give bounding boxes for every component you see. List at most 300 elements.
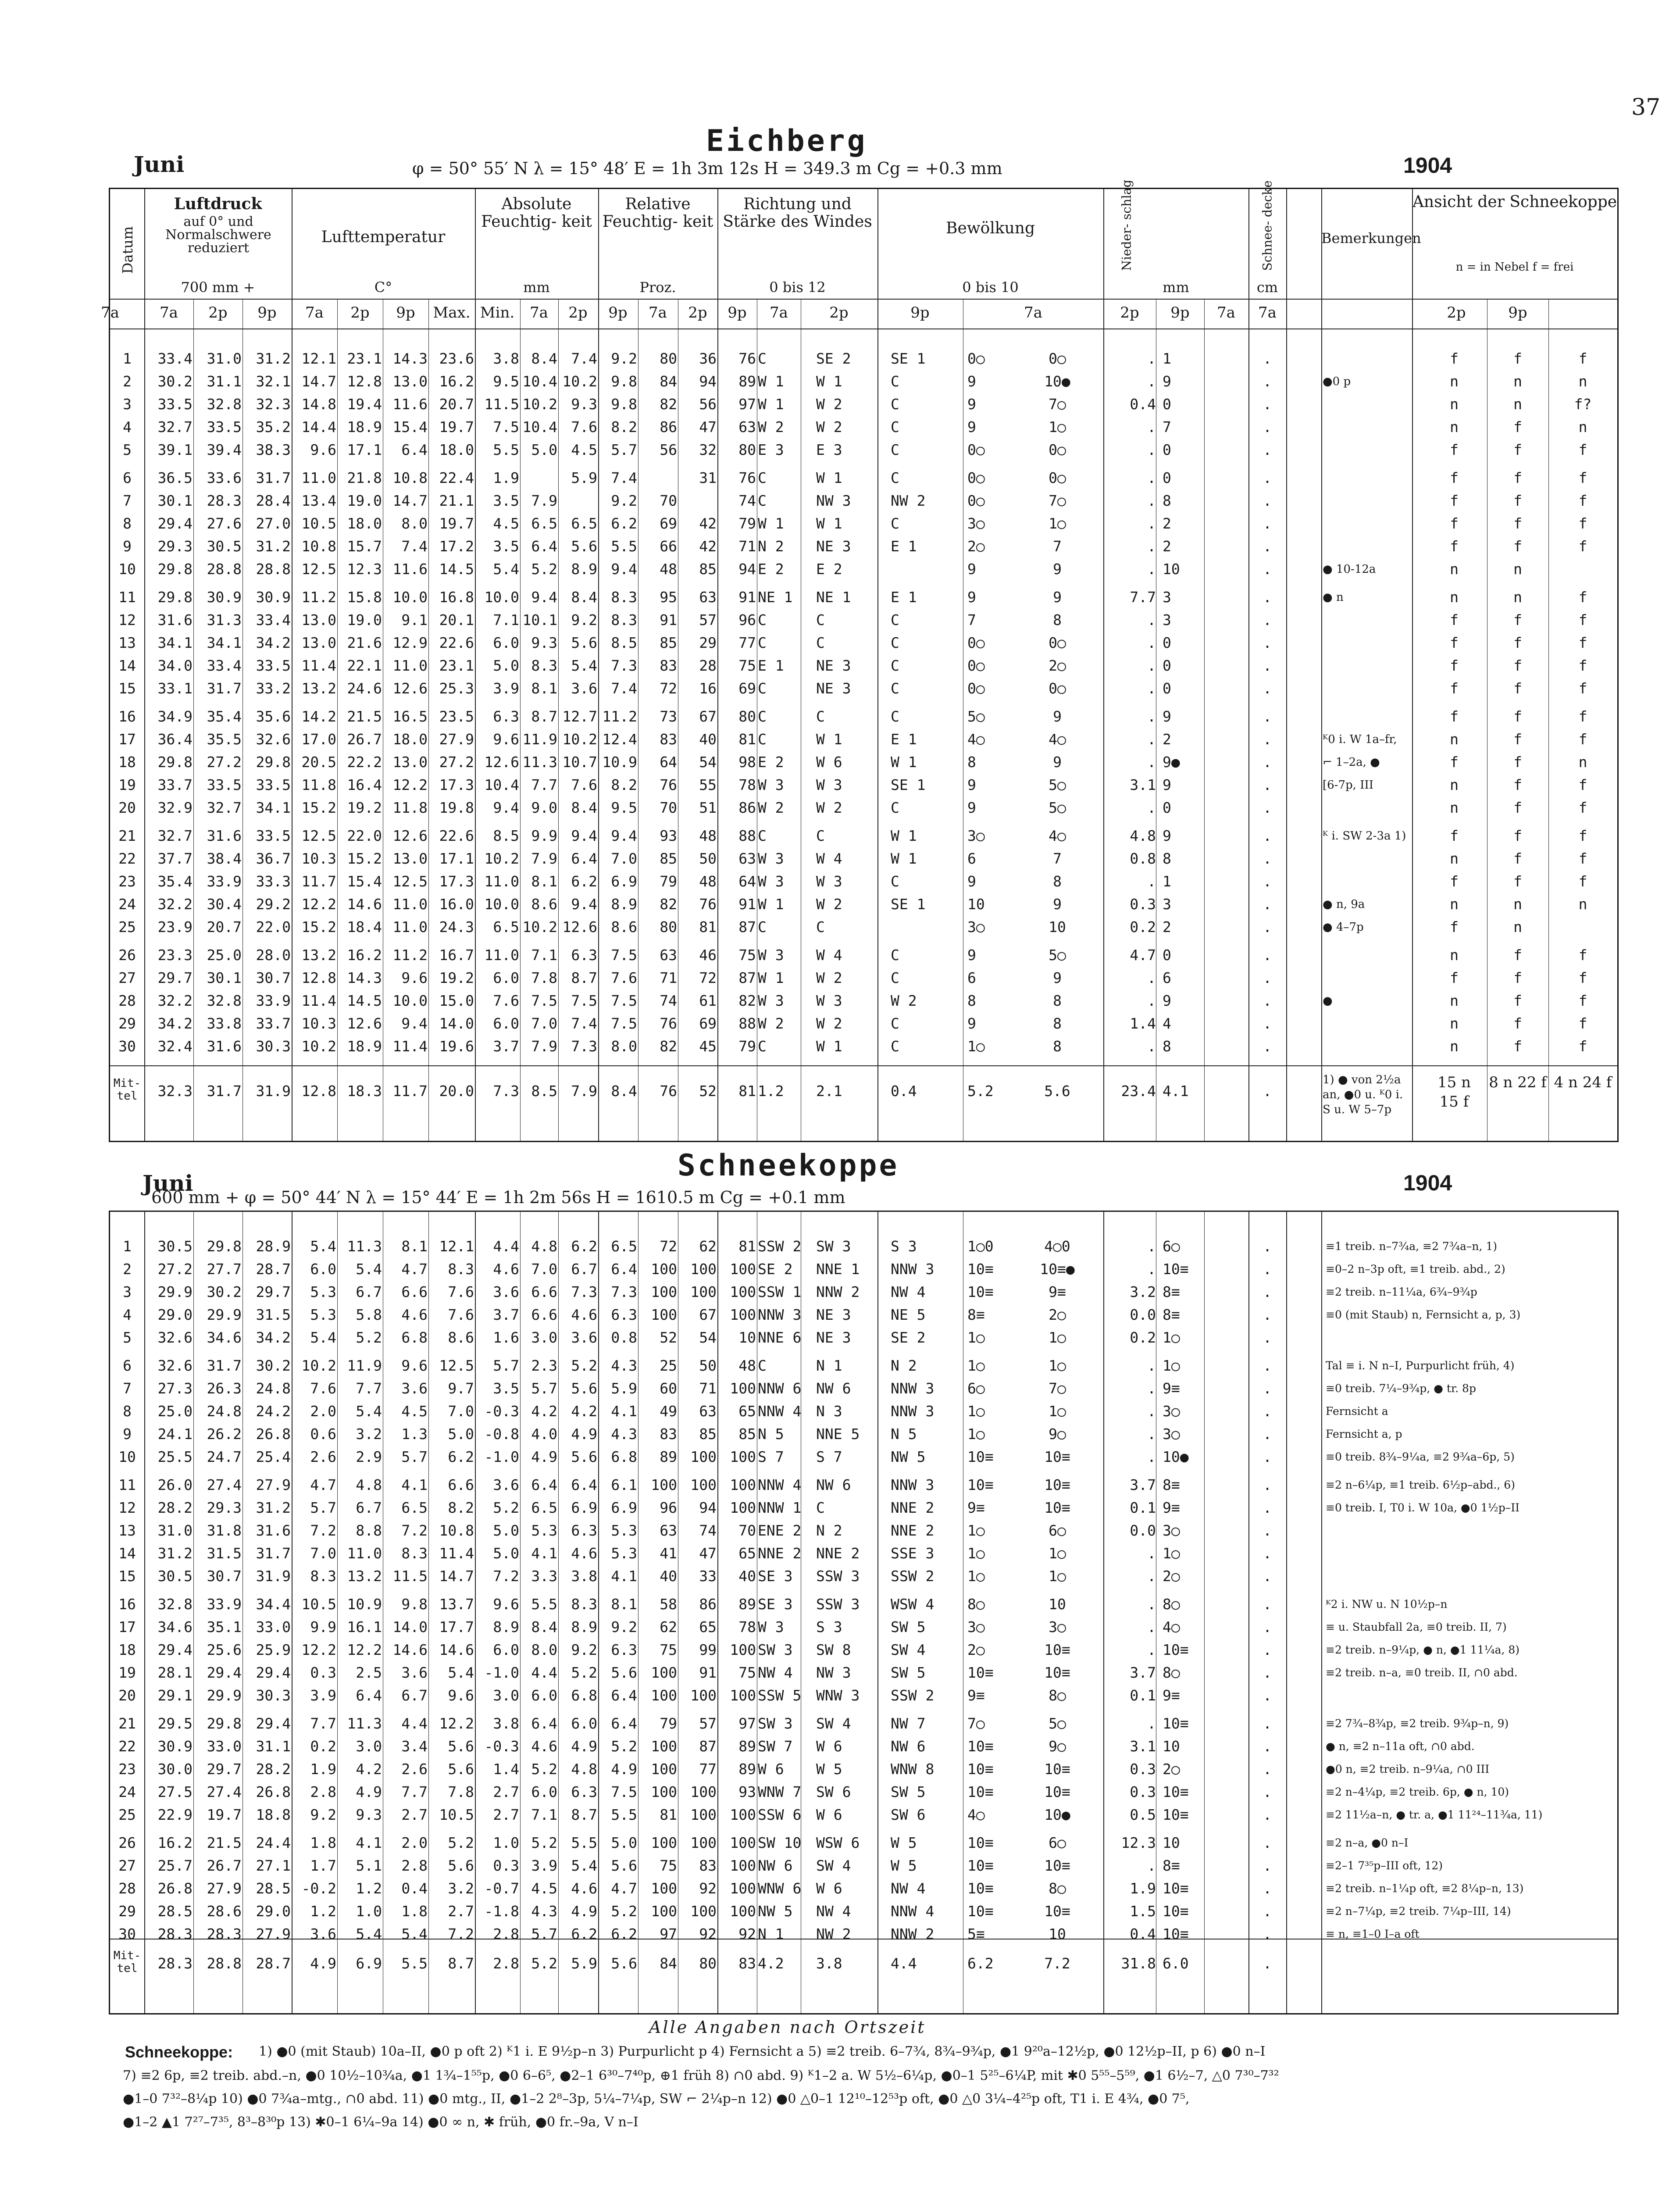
mittel-cell: 28.3 (157, 1955, 193, 1972)
mittel-cell: 4 n 24 f (1554, 1074, 1612, 1091)
data-cell: 100 (690, 1783, 717, 1800)
column-rule (1321, 1211, 1322, 2013)
data-cell: 23.5 (439, 708, 474, 725)
data-cell: . (1147, 469, 1156, 486)
data-cell: 12.7 (562, 708, 597, 725)
data-cell: W 3 (758, 776, 784, 793)
data-cell: . (1263, 1476, 1272, 1493)
data-cell: 33.0 (256, 1618, 291, 1636)
data-cell: N 2 (891, 1357, 917, 1374)
data-cell: 10 (1163, 561, 1180, 578)
data-cell: 17.3 (439, 873, 474, 890)
data-cell: 9.6 (448, 1687, 474, 1704)
data-cell: 40 (699, 731, 717, 748)
data-cell: 21.1 (439, 492, 474, 509)
data-cell: SE 3 (758, 1596, 793, 1613)
data-cell: 5.6 (571, 634, 597, 651)
data-cell: 3.7 (493, 1038, 519, 1055)
data-cell: 25.9 (256, 1641, 291, 1658)
data-cell: 79 (738, 515, 756, 532)
subhead-cell: 2p (350, 304, 370, 321)
data-cell: 33.3 (256, 873, 291, 890)
data-cell: 8≡ (1163, 1857, 1180, 1874)
data-cell: 6.0 (310, 1261, 336, 1278)
data-cell: 8.8 (356, 1522, 382, 1539)
data-cell: 6.4 (531, 1476, 557, 1493)
data-cell: 6.2 (611, 515, 637, 532)
data-cell: 5.2 (531, 561, 557, 578)
data-cell: NW 4 (758, 1664, 793, 1681)
data-cell: ᴷ2 i. NW u. N 10½p–n (1326, 1598, 1448, 1611)
time-note: Alle Angaben nach Ortszeit (649, 2018, 926, 2037)
mittel-cell: 15 n 15 f (1437, 1074, 1471, 1111)
data-cell: f (1578, 969, 1587, 986)
column-rule (520, 1211, 521, 2013)
data-cell: n (1450, 946, 1459, 964)
data-cell: 0○ (967, 634, 985, 651)
data-cell: 1○0 (967, 1238, 994, 1255)
data-cell: 10.0 (484, 896, 519, 913)
data-cell: 27.4 (207, 1783, 242, 1800)
data-cell: 8.9 (571, 561, 597, 578)
data-cell: 5.3 (310, 1306, 336, 1323)
data-cell: 8.1 (531, 873, 557, 890)
data-cell: 74 (738, 492, 756, 509)
data-cell: 89 (738, 373, 756, 390)
data-cell: 6.0 (531, 1783, 557, 1800)
data-cell: . (1147, 708, 1156, 725)
data-cell: 8 (967, 754, 976, 771)
data-cell: 80 (660, 350, 677, 367)
data-cell: 6.3 (493, 708, 519, 725)
data-cell: 27.0 (256, 515, 291, 532)
data-cell: 11.4 (301, 992, 336, 1009)
data-cell: 33.5 (256, 827, 291, 844)
data-cell: 36.7 (256, 850, 291, 867)
day-number: 29 (118, 1903, 136, 1920)
data-cell: f (1513, 611, 1522, 629)
data-cell: C (891, 418, 899, 436)
data-cell: 30.3 (256, 1687, 291, 1704)
mittel-cell: 5.5 (401, 1955, 428, 1972)
data-cell: 31.7 (256, 1545, 291, 1562)
data-cell: W 3 (758, 946, 784, 964)
data-cell: . (1263, 1664, 1272, 1681)
data-cell: SW 5 (891, 1664, 926, 1681)
data-cell: . (1263, 1038, 1272, 1055)
mittel-label: Mit-tel (113, 1077, 141, 1103)
data-cell: E 1 (891, 538, 917, 555)
data-cell: 18.4 (347, 918, 382, 936)
abs-humidity-header: Absolute Feuchtig- keit (481, 195, 592, 231)
data-cell: 4.2 (531, 1403, 557, 1420)
data-cell: 6.0 (493, 1641, 519, 1658)
data-cell: 100 (730, 1261, 756, 1278)
data-cell: . (1147, 992, 1156, 1009)
data-cell: 10≡ (1163, 1925, 1189, 1943)
data-cell: 7.4 (571, 1015, 597, 1032)
data-cell: 7.3 (571, 1283, 597, 1300)
data-cell: n (1578, 418, 1587, 436)
column-rule (520, 299, 521, 1141)
data-cell: 12.8 (347, 373, 382, 390)
data-cell: 0 (1163, 441, 1171, 458)
data-cell: 65 (738, 1545, 756, 1562)
subhead-cell: 7a (1217, 304, 1235, 321)
data-cell: 7 (1053, 538, 1062, 555)
day-number: 22 (118, 1738, 136, 1755)
column-rule (428, 299, 429, 1141)
data-cell: 4.1 (531, 1545, 557, 1562)
data-cell: 10.4 (522, 418, 557, 436)
data-cell: 1.8 (310, 1834, 336, 1851)
data-cell: 25.4 (256, 1448, 291, 1465)
data-cell: 5.2 (571, 1664, 597, 1681)
data-cell: 29.3 (157, 538, 193, 555)
subhead-cell: 7a (160, 304, 178, 321)
data-cell: W 2 (816, 896, 842, 913)
data-cell: 30.9 (256, 589, 291, 606)
data-cell: 32.8 (157, 1596, 193, 1613)
data-cell: . (1263, 1783, 1272, 1800)
data-cell: 13.0 (392, 373, 428, 390)
data-cell: 78 (738, 1618, 756, 1636)
data-cell: 11.2 (602, 708, 637, 725)
data-cell: 27.4 (207, 1476, 242, 1493)
data-cell: 67 (699, 708, 717, 725)
data-cell: 32.6 (157, 1357, 193, 1374)
data-cell: 75 (660, 1857, 677, 1874)
data-cell: f (1450, 441, 1459, 458)
data-cell: 12.4 (602, 731, 637, 748)
data-cell: 21.5 (207, 1834, 242, 1851)
data-cell: n (1450, 850, 1459, 867)
data-cell: 1.6 (493, 1329, 519, 1346)
day-number: 25 (118, 918, 136, 936)
data-cell: 11.0 (347, 1545, 382, 1562)
data-cell: 6.1 (611, 1476, 637, 1493)
data-cell: C (816, 634, 825, 651)
data-cell: 82 (660, 396, 677, 413)
data-cell: W 6 (816, 1738, 842, 1755)
data-cell: 76 (738, 350, 756, 367)
data-cell: 5.8 (356, 1306, 382, 1323)
data-cell: E 3 (816, 441, 842, 458)
data-cell: 100 (730, 1880, 756, 1897)
data-cell: 12.6 (392, 680, 428, 697)
data-cell: 0○ (1049, 469, 1066, 486)
data-cell: 7.0 (611, 850, 637, 867)
data-cell: 64 (738, 873, 756, 890)
subhead-cell: 9p (396, 304, 415, 321)
data-cell: N 1 (816, 1357, 842, 1374)
data-cell: 13.2 (301, 946, 336, 964)
data-cell: 36 (699, 350, 717, 367)
data-cell: 85 (699, 1425, 717, 1443)
data-cell: 51 (699, 799, 717, 816)
data-cell: . (1263, 350, 1272, 367)
data-cell: 0.8 (1130, 850, 1156, 867)
day-number: 26 (118, 1834, 136, 1851)
data-cell: 8≡ (1163, 1306, 1180, 1323)
data-cell: f (1513, 441, 1522, 458)
data-cell: 46 (699, 946, 717, 964)
data-cell: 8.9 (571, 1618, 597, 1636)
day-number: 10 (118, 561, 136, 578)
data-cell: f (1513, 731, 1522, 748)
data-cell: 5.4 (448, 1664, 474, 1681)
data-cell: Fernsicht a (1326, 1405, 1388, 1418)
data-cell: 6.0 (493, 1015, 519, 1032)
data-cell: 9.2 (310, 1806, 336, 1823)
data-cell: C (816, 611, 825, 629)
mittel-cell: 32.3 (157, 1082, 193, 1100)
data-cell: 72 (660, 1238, 677, 1255)
data-cell: Tal ≡ i. N n–I, Purpurlicht früh, 4) (1326, 1359, 1515, 1372)
data-cell: 30.2 (207, 1283, 242, 1300)
day-number: 21 (118, 827, 136, 844)
data-cell: 4.8 (1130, 827, 1156, 844)
data-cell: NNE 2 (758, 1545, 802, 1562)
column-rule (1204, 1211, 1205, 2013)
data-cell: 100 (730, 1834, 756, 1851)
data-cell: 6.6 (531, 1306, 557, 1323)
data-cell: 20.5 (301, 754, 336, 771)
data-cell: . (1263, 1857, 1272, 1874)
data-cell: 12.1 (301, 350, 336, 367)
data-cell: 28.7 (256, 1261, 291, 1278)
data-cell: 4.7 (310, 1476, 336, 1493)
data-cell: 32.1 (256, 373, 291, 390)
data-cell: 8.3 (448, 1261, 474, 1278)
data-cell: 5.0 (531, 441, 557, 458)
data-cell: 10≡ (967, 1880, 994, 1897)
data-cell: 15.0 (439, 992, 474, 1009)
data-cell: 35.4 (157, 873, 193, 890)
data-cell: 9 (967, 373, 976, 390)
month-label: Juni (134, 151, 185, 177)
data-cell: . (1147, 441, 1156, 458)
data-cell: 29.5 (157, 1715, 193, 1732)
data-cell: 10● (1044, 373, 1070, 390)
data-cell: C (816, 1499, 825, 1516)
data-cell: . (1147, 611, 1156, 629)
data-cell: f (1450, 634, 1459, 651)
data-cell: 4.6 (571, 1880, 597, 1897)
data-cell: . (1263, 754, 1272, 771)
data-cell: 5.0 (493, 657, 519, 674)
data-cell: 26.7 (207, 1857, 242, 1874)
day-number: 17 (118, 1618, 136, 1636)
data-cell: f (1513, 873, 1522, 890)
data-cell: 29.0 (256, 1903, 291, 1920)
data-cell: f (1513, 992, 1522, 1009)
data-cell: 63 (738, 850, 756, 867)
data-cell: 1.2 (310, 1903, 336, 1920)
data-cell: 4.1 (401, 1476, 428, 1493)
data-cell: 0○ (967, 469, 985, 486)
data-cell: 27.2 (207, 754, 242, 771)
data-cell: f (1513, 515, 1522, 532)
data-cell: 78 (738, 776, 756, 793)
data-cell: 47 (699, 1545, 717, 1562)
data-cell: 45 (699, 1038, 717, 1055)
data-cell: 0.4 (1130, 1925, 1156, 1943)
mittel-cell: 5.2 (531, 1955, 557, 1972)
data-cell: 25.7 (157, 1857, 193, 1874)
data-cell: 30.4 (207, 896, 242, 913)
data-cell: 54 (699, 754, 717, 771)
data-cell: n (1578, 896, 1587, 913)
data-cell: f (1578, 634, 1587, 651)
data-cell: 0.0 (1130, 1306, 1156, 1323)
data-cell: 12.2 (347, 1641, 382, 1658)
data-cell: . (1147, 1568, 1156, 1585)
data-cell: . (1263, 827, 1272, 844)
data-cell: NNW 2 (816, 1283, 860, 1300)
day-number: 14 (118, 1545, 136, 1562)
data-cell: 11.9 (522, 731, 557, 748)
data-cell: 9 (967, 799, 976, 816)
data-cell: f (1450, 492, 1459, 509)
data-cell: W 2 (816, 799, 842, 816)
data-cell: -0.7 (484, 1880, 519, 1897)
data-cell: 55 (699, 776, 717, 793)
data-cell: 0 (1163, 396, 1171, 413)
mittel-cell: 1) ● von 2½a an, ●0 u. ᴷ0 i. S u. W 5–7p (1323, 1073, 1403, 1116)
data-cell: . (1263, 634, 1272, 651)
data-cell: 7.9 (531, 1038, 557, 1055)
data-cell: 5.6 (448, 1738, 474, 1755)
schneekoppe-table (109, 1211, 1619, 2014)
data-cell: 10.7 (562, 754, 597, 771)
data-cell: 97 (738, 396, 756, 413)
day-number: 6 (123, 1357, 132, 1374)
data-cell: 12.6 (484, 754, 519, 771)
data-cell: 1○ (1163, 1357, 1180, 1374)
data-cell: 24.1 (157, 1425, 193, 1443)
data-cell: 0 (1163, 946, 1171, 964)
data-cell: 0○ (1049, 680, 1066, 697)
data-cell: . (1263, 441, 1272, 458)
data-cell: . (1147, 657, 1156, 674)
data-cell: ≡2 treib. n–11¼a, 6¾–9¾p (1326, 1286, 1477, 1298)
data-cell: 100 (651, 1306, 677, 1323)
subhead-cell: 7a (530, 304, 548, 321)
data-cell: 9.7 (448, 1380, 474, 1397)
data-cell: . (1147, 634, 1156, 651)
data-cell: 5.4 (310, 1329, 336, 1346)
data-cell: 29.4 (256, 1715, 291, 1732)
data-cell: W 3 (758, 873, 784, 890)
data-cell: 33.0 (207, 1738, 242, 1755)
data-cell: 9≡ (1163, 1499, 1180, 1516)
data-cell: 16.4 (347, 776, 382, 793)
data-cell: NNW 2 (891, 1925, 935, 1943)
day-number: 16 (118, 1596, 136, 1613)
data-cell: 11.0 (392, 918, 428, 936)
data-cell: . (1147, 1380, 1156, 1397)
data-cell: f (1513, 492, 1522, 509)
data-cell: 7.1 (493, 611, 519, 629)
data-cell: 100 (690, 1261, 717, 1278)
data-cell: -0.3 (484, 1403, 519, 1420)
mittel-label: Mit-tel (113, 1949, 141, 1975)
day-number: 21 (118, 1715, 136, 1732)
data-cell: 11.8 (301, 776, 336, 793)
data-cell: 9.4 (611, 561, 637, 578)
data-cell: . (1147, 799, 1156, 816)
data-cell: 9.5 (611, 799, 637, 816)
data-cell: . (1263, 1903, 1272, 1920)
data-cell: 8.3 (401, 1545, 428, 1562)
data-cell: 3.6 (571, 1329, 597, 1346)
data-cell: 4.7 (611, 1880, 637, 1897)
data-cell: ● n, 9a (1323, 898, 1365, 911)
data-cell: 9 (967, 873, 976, 890)
data-cell: 15.4 (392, 418, 428, 436)
data-cell: 48 (660, 561, 677, 578)
data-cell: f (1450, 680, 1459, 697)
data-cell: 29.9 (207, 1306, 242, 1323)
data-cell: 4.0 (531, 1425, 557, 1443)
data-cell: 33.1 (157, 680, 193, 697)
data-cell: 7.5 (611, 1783, 637, 1800)
data-cell: 6.0 (493, 634, 519, 651)
data-cell: 10≡ (967, 1448, 994, 1465)
data-cell: ≡2 n–7¼p, ≡2 treib. 7¼p–III, 14) (1326, 1905, 1511, 1918)
data-cell: ≡2 11½a–n, ● tr. a, ●1 11²⁴–11¾a, 11) (1326, 1808, 1543, 1821)
day-number: 23 (118, 873, 136, 890)
data-cell: 16.2 (439, 373, 474, 390)
day-number: 20 (118, 1687, 136, 1704)
data-cell: 6.5 (493, 918, 519, 936)
data-cell: 22.1 (347, 657, 382, 674)
data-cell: 29.8 (157, 561, 193, 578)
data-cell: 34.2 (157, 1015, 193, 1032)
data-cell: f (1578, 441, 1587, 458)
column-rule (1286, 189, 1287, 1141)
data-cell: 1○ (1163, 1545, 1180, 1562)
subhead-cell: 7a (1258, 304, 1277, 321)
data-cell: 29.8 (207, 1715, 242, 1732)
mittel-cell: 7.2 (1044, 1955, 1070, 1972)
data-cell: 1○ (1163, 1329, 1180, 1346)
data-cell: 35.5 (207, 731, 242, 748)
data-cell: 11.0 (392, 896, 428, 913)
data-cell: f (1578, 515, 1587, 532)
data-cell: f (1450, 657, 1459, 674)
data-cell: f (1513, 946, 1522, 964)
data-cell: 34.1 (256, 799, 291, 816)
mittel-cell: 28.7 (256, 1955, 291, 1972)
data-cell: 0.4 (1130, 396, 1156, 413)
data-cell: 70 (738, 1522, 756, 1539)
data-cell: 40 (660, 1568, 677, 1585)
day-number: 11 (118, 589, 136, 606)
data-cell: 27.1 (256, 1857, 291, 1874)
mittel-cell: 1.2 (758, 1082, 784, 1100)
datum-header: Datum (119, 226, 136, 274)
data-cell: SW 6 (816, 1783, 851, 1800)
data-cell: n (1450, 396, 1459, 413)
data-cell: ≡2 n–6¼p, ≡1 treib. 6½p–abd., 6) (1326, 1479, 1515, 1491)
data-cell: 3.1 (1130, 776, 1156, 793)
data-cell: 11.0 (301, 469, 336, 486)
data-cell: 0.5 (1130, 1806, 1156, 1823)
year-label-2: 1904 (1403, 1171, 1452, 1195)
data-cell: 30.2 (157, 373, 193, 390)
